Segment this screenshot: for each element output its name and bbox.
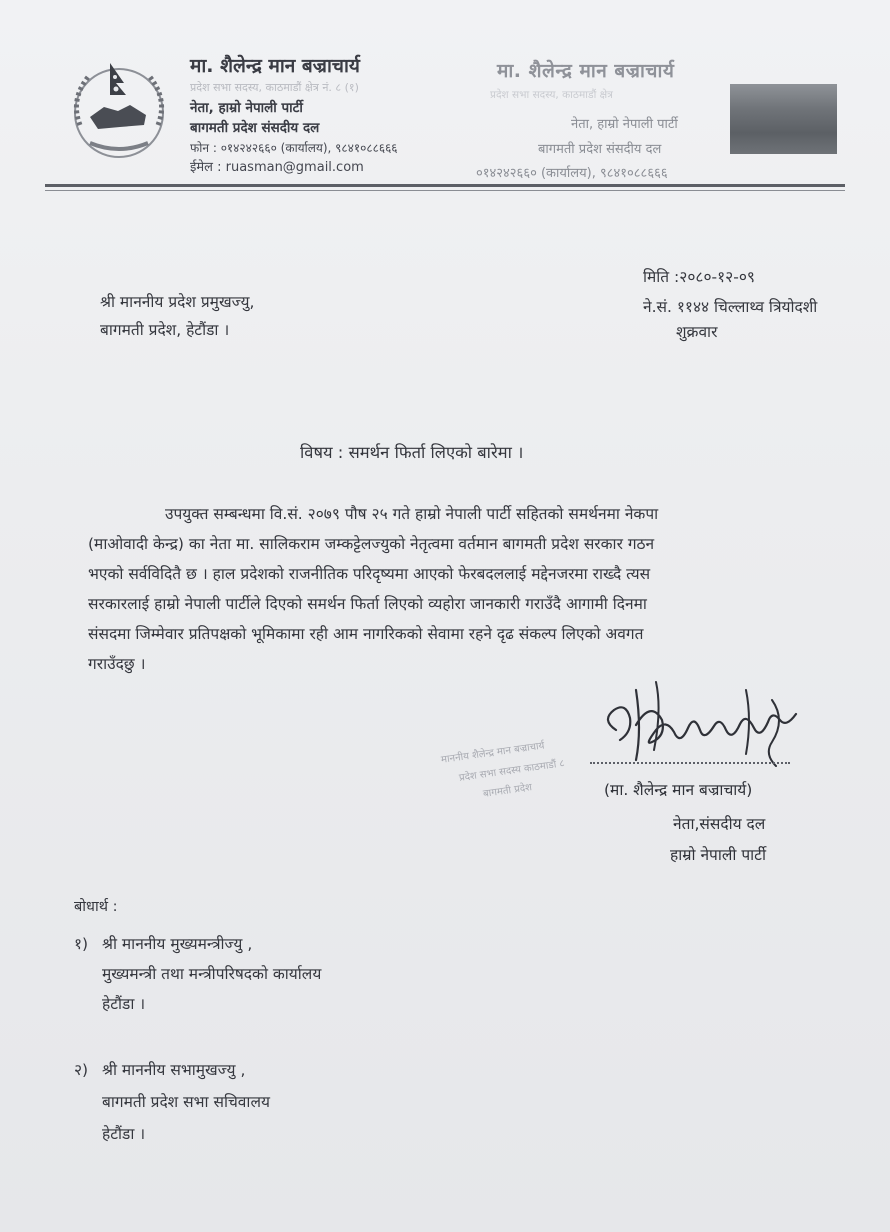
letterhead-faded-line: प्रदेश सभा सदस्य, काठमाडौं क्षेत्र नं. ८ (१) [190,81,359,94]
stamp-line-1: माननीय शैलेन्द्र मान बज्राचार्य [440,740,546,766]
subject-line: विषय : समर्थन फिर्ता लिएको बारेमा । [300,443,524,462]
letterhead-email: ईमेल : ruasman@gmail.com [190,160,364,175]
body-line-5: संसदमा जिम्मेवार प्रतिपक्षको भूमिकामा रही आम नागरिकको सेवामा रहने दृढ संकल्प लिएको अवगत [88,625,644,643]
letterhead-bleed-faded: प्रदेश सभा सदस्य, काठमाडौं क्षेत्र [490,89,613,101]
cc-item-1-line-2: मुख्यमन्त्री तथा मन्त्रीपरिषदको कार्यालय [102,965,322,983]
letterhead-role: नेता, हाम्रो नेपाली पार्टी [190,100,303,116]
cc-item-2-line-3: हेटौंडा । [102,1125,146,1143]
cc-item-1-line-3: हेटौंडा । [102,995,146,1013]
cc-item-2-line-2: बागमती प्रदेश सभा सचिवालय [102,1093,270,1111]
signatory-title: नेता,संसदीय दल [673,815,766,833]
cc-item-2-line-1: श्री माननीय सभामुखज्यु , [102,1061,246,1079]
letterhead-bleed-role: नेता, हाम्रो नेपाली पार्टी [571,117,678,132]
cc-item-2-number: २) [74,1061,89,1079]
date-line: मिति :२०८०-१२-०९ [643,268,755,286]
letterhead-party: बागमती प्रदेश संसदीय दल [190,120,320,136]
body-line-3: भएको सर्वविदितै छ । हाल प्रदेशको राजनीतिक परिदृष्यमा आएको फेरबदललाई मद्देनजरमा राख्दै त्यस [88,565,651,583]
signature-dotted-line [590,762,790,764]
letterhead-bleed-phone: ०१४२४२६६० (कार्यालय), ९८४१०८८६६६ [476,166,668,181]
nepal-emblem-icon [60,55,178,165]
stamp-line-2: प्रदेश सभा सदस्य काठमाडौं ८ [458,758,566,784]
body-line-4: सरकारलाई हाम्रो नेपाली पार्टीले दिएको समर्थन फिर्ता लिएको व्यहोरा जानकारी गराउँदै आगामी दिनमा [88,595,647,613]
recipient-line-1: श्री माननीय प्रदेश प्रमुखज्यु, [100,293,255,311]
letterhead-rule-thin [45,190,845,191]
signatory-name: (मा. शैलेन्द्र मान बज्राचार्य) [604,781,753,799]
cc-item-1-line-1: श्री माननीय मुख्यमन्त्रीज्यु , [102,935,253,953]
stamp-line-3: बागमती प्रदेश [482,782,533,800]
body-line-6: गराउँदछु । [88,655,146,673]
body-line-2: (माओवादी केन्द्र) का नेता मा. सालिकराम जम्कट्टेलज्युको नेतृत्वमा वर्तमान बागमती प्रदेश सरकार गठन [88,535,655,553]
date-weekday: शुक्रवार [676,323,718,341]
letterhead-name: मा. शैलेन्द्र मान बज्राचार्य [190,55,360,77]
letterhead-rule-thick [45,184,845,187]
body-line-1: उपयुक्त सम्बन्धमा वि.सं. २०७९ पौष २५ गते हाम्रो नेपाली पार्टी सहितको समर्थनमा नेकपा [165,505,659,523]
cc-heading: बोधार्थ : [74,899,118,915]
letterhead-bleed-party: बागमती प्रदेश संसदीय दल [538,142,662,157]
cc-item-1-number: १) [74,935,89,953]
letterhead-bleed-name: मा. शैलेन्द्र मान बज्राचार्य [497,60,675,82]
date-nepal-sambat: ने.सं. ११४४ चिल्लाथ्व त्रियोदशी [643,298,818,316]
signatory-party: हाम्रो नेपाली पार्टी [670,846,766,864]
letterhead-phone: फोन : ०१४२४२६६० (कार्यालय), ९८४१०८८६६६ [190,141,398,155]
recipient-line-2: बागमती प्रदेश, हेटौंडा । [100,321,230,339]
letterhead-photo [730,84,837,154]
